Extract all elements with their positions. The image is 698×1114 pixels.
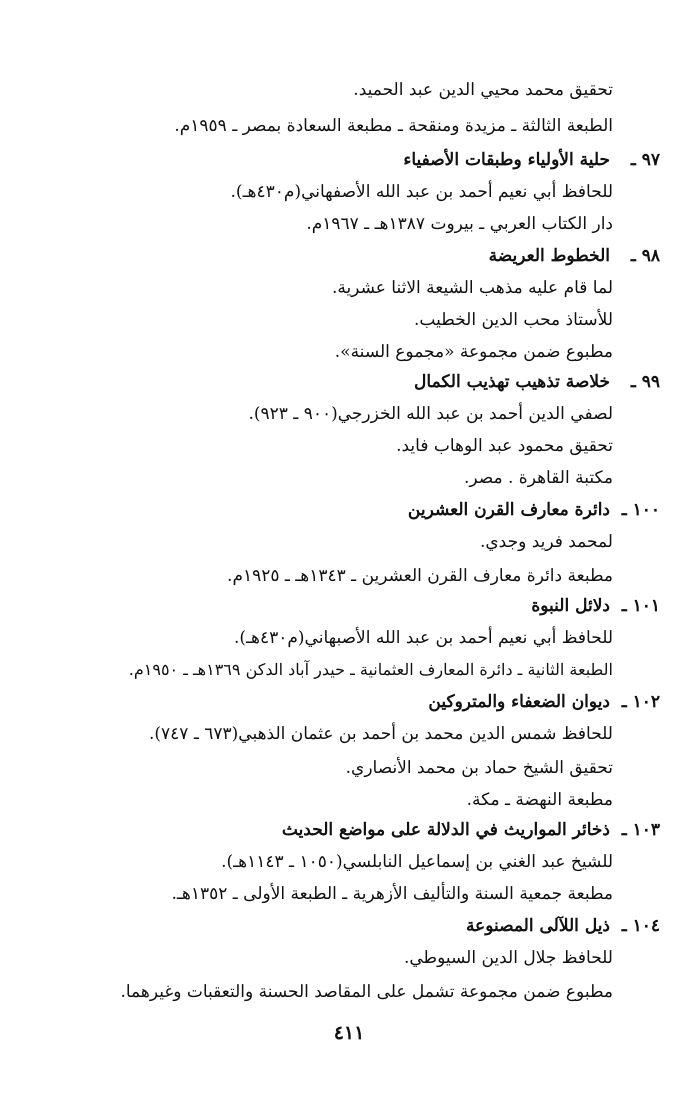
entry-title: ذخائر المواريث في الدلالة على مواضع الحديث [281,820,610,840]
text-line: دار الكتاب العربي ـ بيروت ١٣٨٧هـ ـ ١٩٦٧م. [306,214,613,234]
text-line: لصفي الدين أحمد بن عبد الله الخزرجي(٩٠٠ ـ ٩٢٣). [248,404,613,424]
text-line: مطبعة دائرة معارف القرن العشرين ـ ١٣٤٣هـ ـ ١٩٢٥م. [227,566,613,586]
text-line: للحافظ أبي نعيم أحمد بن عبد الله الأصبهاني(م٤٣٠هـ). [234,628,613,648]
text-line: مطبعة جمعية السنة والتأليف الأزهرية ـ الطبعة الأولى ـ ١٣٥٢هـ. [171,884,613,904]
text-line: الطبعة الثالثة ـ مزيدة ومنقحة ـ مطبعة السعادة بمصر ـ ١٩٥٩م. [174,116,613,136]
text-line: تحقيق الشيخ حماد بن محمد الأنصاري. [345,758,613,778]
text-line: تحقيق محمود عبد الوهاب فايد. [396,436,613,456]
entry-number: ١٠٣ ـ [621,820,660,840]
entry-heading-100 [408,498,660,522]
entry-number: ٩٩ ـ [630,372,660,392]
entry-heading-99 [414,370,660,394]
text-line: مطبعة النهضة ـ مكة. [466,790,613,810]
entry-heading-98 [489,244,660,268]
entry-number: ١٠٢ ـ [621,692,660,712]
entry-title: الخطوط العريضة [488,246,610,266]
entry-heading-101 [531,594,660,618]
text-line: للحافظ شمس الدين محمد بن أحمد بن عثمان الذهبي(٦٧٣ ـ ٧٤٧). [148,724,613,744]
entry-number: ٩٨ ـ [630,246,660,266]
text-line: تحقيق محمد محيي الدين عبد الحميد. [353,80,613,100]
page-number: ٤١١ [333,1022,365,1044]
text-line: مطبوع ضمن مجموعة تشمل على المقاصد الحسنة والتعقبات وغيرهما. [120,982,613,1002]
entry-title: دائرة معارف القرن العشرين [407,500,610,520]
entry-heading-104 [466,914,660,938]
entry-title: ذيل اللآلى المصنوعة [465,916,610,936]
entry-number: ٩٧ ـ [630,150,660,170]
text-line: لمحمد فريد وجدي. [479,532,613,552]
entry-number: ١٠٤ ـ [621,916,660,936]
entry-title: ديوان الضعفاء والمتروكين [428,692,610,712]
text-line: الطبعة الثانية ـ دائرة المعارف العثمانية ـ حيدر آباد الدكن ١٣٦٩هـ ـ ١٩٥٠م. [128,660,613,679]
entry-title: دلائل النبوة [531,596,610,616]
entry-heading-97 [403,148,660,172]
text-line: للحافظ جلال الدين السيوطي. [403,948,613,968]
entry-title: حلية الأولياء وطبقات الأصفياء [403,150,610,170]
text-line: مكتبة القاهرة . مصر. [463,468,613,488]
text-line: للأستاذ محب الدين الخطيب. [414,310,613,330]
entry-heading-103 [282,818,660,842]
text-line: للحافظ أبي نعيم أحمد بن عبد الله الأصفهاني(م٤٣٠هـ). [230,182,613,202]
text-line: لما قام عليه مذهب الشيعة الاثنا عشرية. [331,278,613,298]
entry-number: ١٠٠ ـ [621,500,660,520]
text-line: للشيخ عبد الغني بن إسماعيل النابلسي(١٠٥٠ ـ ١١٤٣هـ). [221,852,613,872]
entry-title: خلاصة تذهيب تهذيب الكمال [414,372,610,392]
text-line: مطبوع ضمن مجموعة «مجموع السنة». [334,342,613,362]
entry-heading-102 [428,690,660,714]
entry-number: ١٠١ ـ [621,596,660,616]
